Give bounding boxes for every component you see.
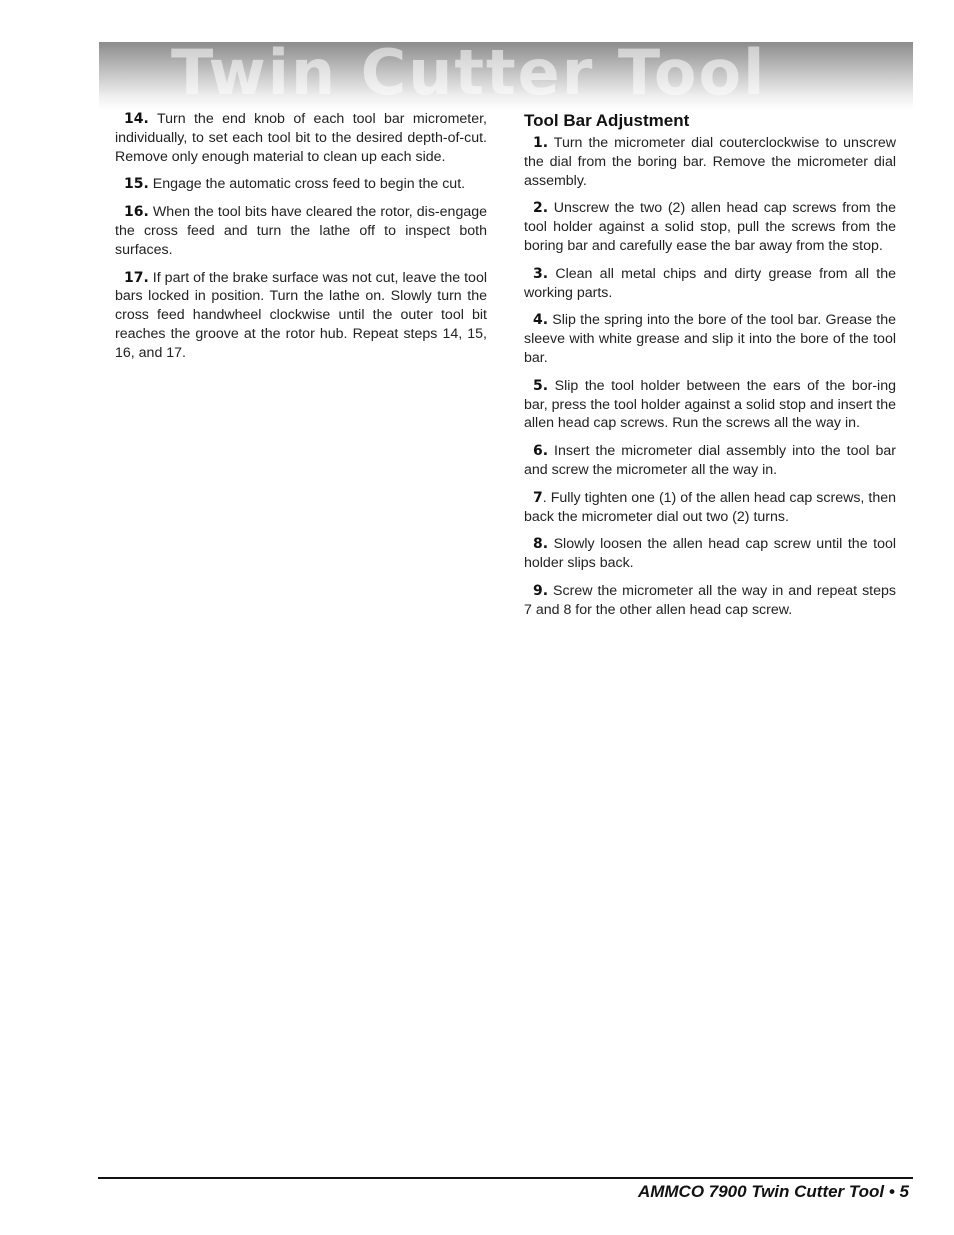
step-number: 1.: [533, 135, 549, 151]
step-paragraph: [524, 377, 896, 433]
step-number: 17.: [124, 269, 149, 286]
step-number: 7: [533, 489, 543, 506]
step-text: Insert the micrometer dial assembly into the tool bar and screw the micrometer all the way in.: [524, 443, 896, 478]
step-text: Screw the micrometer all the way in and repeat steps 7 and 8 for the other allen head cap screw.: [524, 582, 896, 618]
step-text: Clean all metal chips and dirty grease from all the working parts.: [524, 265, 896, 301]
step-paragraph: [115, 203, 487, 259]
page-title: Twin Cutter Tool: [171, 42, 767, 109]
step-paragraph: [524, 311, 896, 367]
step-text: Turn the micrometer dial couterclockwise to unscrew the dial from the boring bar. Remove the micrometer dial assembly.: [524, 135, 896, 189]
step-number: 2.: [533, 200, 549, 217]
footer-rule: [98, 1177, 913, 1179]
step-paragraph: [115, 269, 487, 363]
step-paragraph: [524, 199, 896, 255]
step-paragraph: [524, 582, 896, 620]
footer-page-label: AMMCO 7900 Twin Cutter Tool • 5: [637, 1182, 909, 1201]
step-number: 8.: [533, 536, 549, 553]
step-paragraph: [115, 110, 487, 166]
step-paragraph: [115, 175, 487, 194]
step-text: Turn the end knob of each tool bar micrometer, individually, to set each tool bit to the desired depth-of-cut. Remove only enough material to clean up each side.: [115, 111, 487, 165]
step-paragraph: [524, 134, 896, 190]
step-number: 3.: [533, 265, 549, 282]
step-text: Slip the spring into the bore of the tool bar. Grease the sleeve with white grease and slip it into the bore of the tool bar.: [524, 312, 896, 366]
step-text: When the tool bits have cleared the rotor, dis-engage the cross feed and turn the lathe off to inspect both surfaces.: [115, 204, 487, 258]
section-heading: Tool Bar Adjustment: [524, 111, 690, 130]
header-banner: [99, 42, 913, 110]
left-column: [115, 110, 487, 372]
step-paragraph: [524, 442, 896, 480]
step-number: 9.: [533, 582, 549, 599]
step-text: Engage the automatic cross feed to begin the cut.: [148, 176, 466, 193]
step-text: If part of the brake surface was not cut, leave the tool bars locked in position. Turn the lathe on. Slowly turn the cross feed handwheel clockwise until the outer tool bit reaches the groove at the rotor hub. Repeat steps 14, 15, 16, and 17.: [115, 269, 487, 361]
step-number: 14.: [124, 111, 149, 127]
step-number: 4.: [533, 312, 549, 329]
step-paragraph: [524, 535, 896, 573]
step-number: 6.: [533, 443, 549, 460]
step-number: 15.: [124, 176, 149, 193]
step-text: Slip the tool holder between the ears of the bor-ing bar, press the tool holder against a solid stop and insert the allen head cap screws. Run the screws all the way in.: [524, 377, 896, 432]
right-column: [524, 110, 896, 629]
step-paragraph: [524, 489, 896, 527]
step-text: . Fully tighten one (1) of the allen head cap screws, then back the micrometer dial out two (2) turns.: [524, 489, 896, 525]
step-text: Unscrew the two (2) allen head cap screws from the tool holder against a solid stop, pull the screws from the boring bar and carefully ease the bar away from the stop.: [524, 200, 896, 254]
step-paragraph: [524, 265, 896, 303]
step-text: Slowly loosen the allen head cap screw until the tool holder slips back.: [524, 536, 896, 572]
step-number: 16.: [124, 204, 149, 221]
step-number: 5.: [533, 377, 549, 394]
